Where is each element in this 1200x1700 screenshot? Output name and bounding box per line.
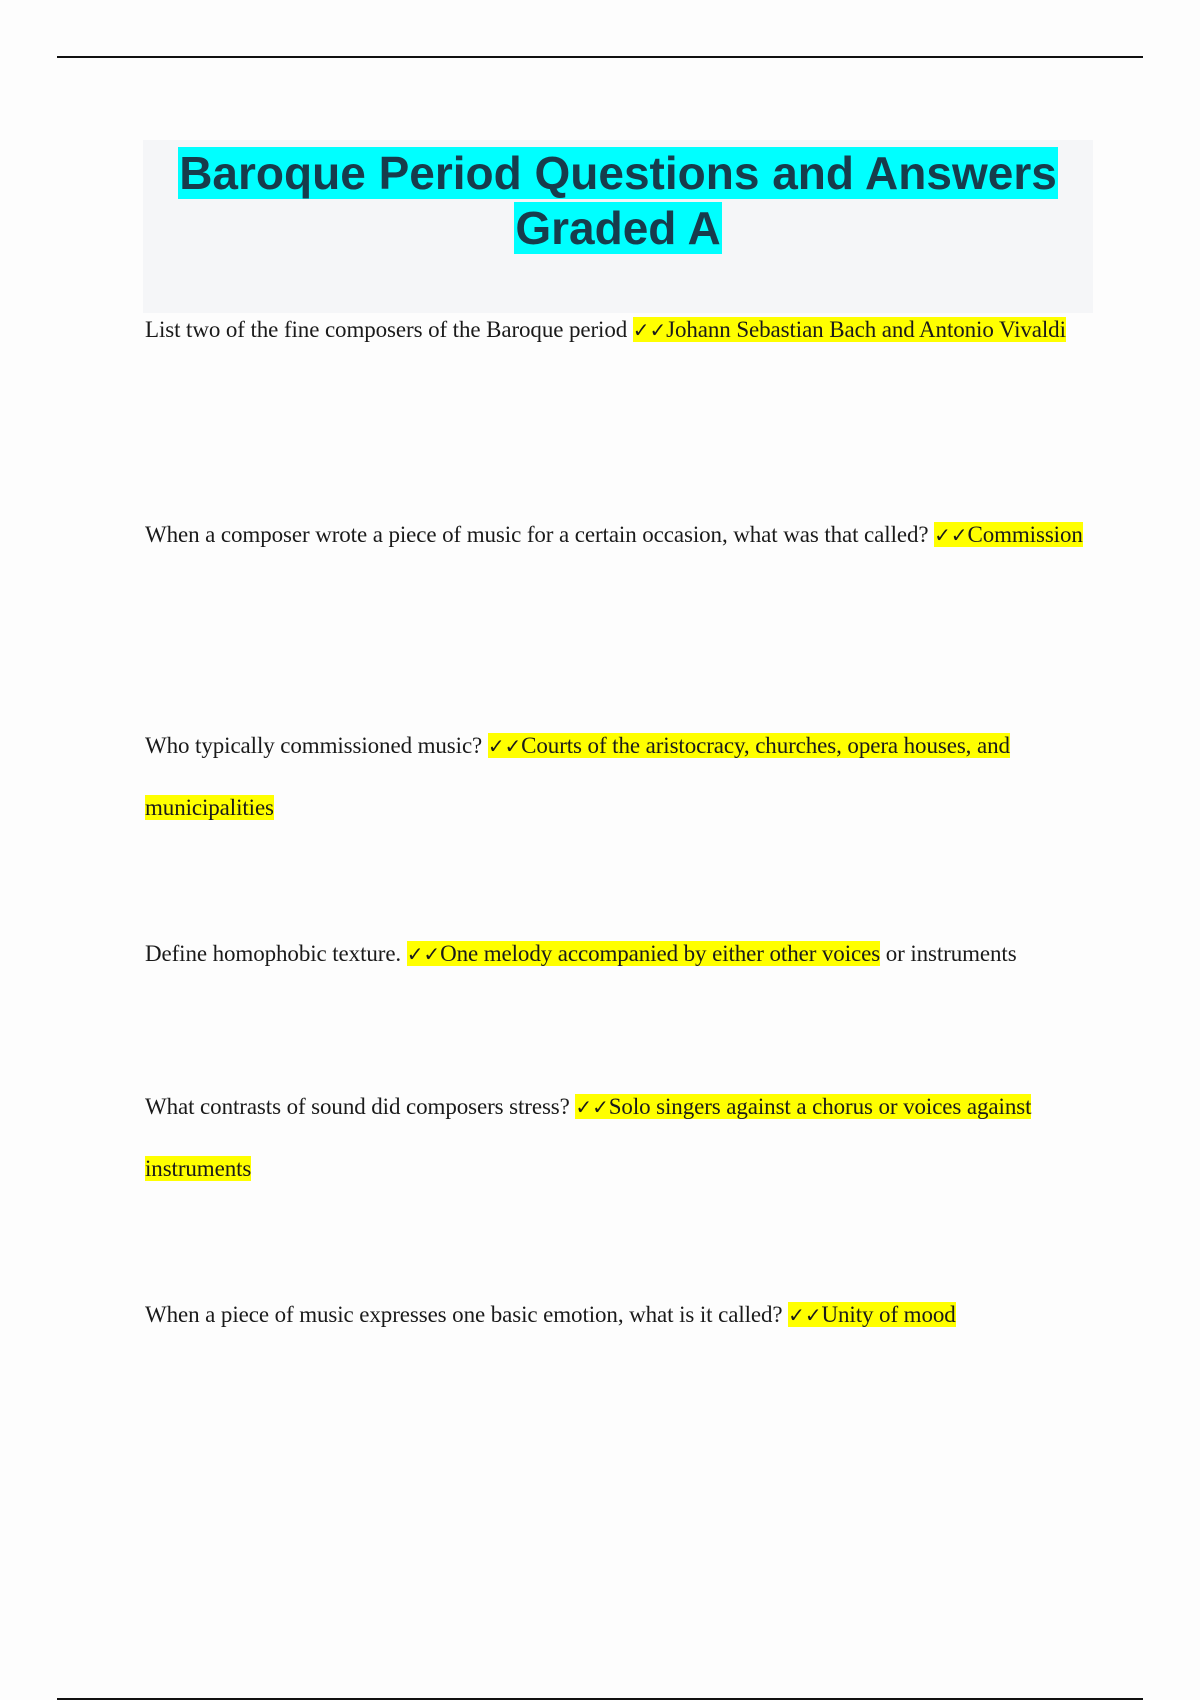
answer-text: Johann Sebastian Bach and Antonio Vivaldi [666,317,1066,342]
question-text: Define homophobic texture. [145,941,407,966]
trailing-text: or instruments [880,941,1017,966]
qa-item-3 [145,715,1090,838]
answer-highlight [788,1302,955,1327]
answer-text: Courts of the aristocracy, churches, opera houses, and municipalities [145,733,1010,820]
qa-item-4 [145,923,1105,985]
question-text: List two of the fine composers of the Baroque period [145,317,633,342]
question-text: When a composer wrote a piece of music for a certain occasion, what was that called? [145,522,935,547]
document-title [143,146,1093,256]
question-text: Who typically commissioned music? [145,733,488,758]
double-check-icon: ✓✓ [487,734,522,758]
question-text: What contrasts of sound did composers stress? [145,1094,576,1119]
answer-text: One melody accompanied by either other voices [440,941,881,966]
double-check-icon: ✓✓ [632,318,667,342]
answer-highlight [934,522,1083,547]
double-check-icon: ✓✓ [406,942,441,966]
qa-item-2 [145,504,1090,566]
document-title-text: Baroque Period Questions and Answers Graded A [179,147,1057,254]
qa-item-6 [145,1284,1090,1346]
answer-highlight [633,317,1066,342]
answer-text: Solo singers against a chorus or voices against instruments [145,1094,1032,1181]
double-check-icon: ✓✓ [788,1303,822,1327]
answer-highlight [407,941,880,966]
answer-text: Commission [967,522,1083,547]
double-check-icon: ✓✓ [575,1095,609,1119]
qa-item-1 [145,299,1090,361]
answer-text: Unity of mood [821,1302,956,1327]
double-check-icon: ✓✓ [934,523,968,547]
top-rule [57,56,1143,58]
question-text: When a piece of music expresses one basic emotion, what is it called? [145,1302,789,1327]
qa-item-5 [145,1076,1090,1199]
